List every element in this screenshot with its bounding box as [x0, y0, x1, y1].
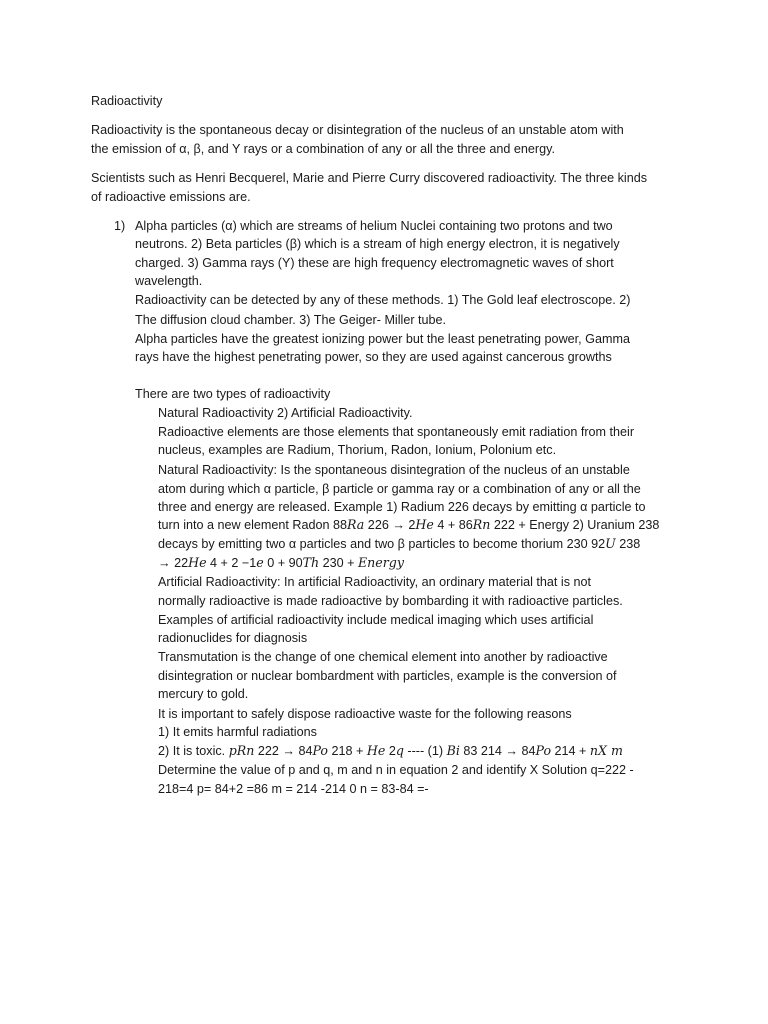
equation-text: → 22: [158, 556, 189, 570]
equation-symbol: Rn: [472, 517, 491, 532]
sub-line: Examples of artificial radioactivity include medical imaging which uses artificial: [158, 613, 594, 627]
types-intro: There are two types of radioactivity: [135, 387, 331, 401]
equation-symbol: U: [605, 536, 616, 551]
list-item-line: rays have the highest penetrating power, so they are used against cancerous growths: [135, 350, 612, 364]
equation-symbol: q: [395, 743, 404, 758]
solution-line: Determine the value of p and q, m and n in equation 2 and identify X Solution q=222 -: [158, 763, 634, 777]
sub-line: Natural Radioactivity 2) Artificial Radioactivity.: [158, 406, 413, 420]
equation-text: decays by emitting two α particles and two β particles to become thorium 230 92: [158, 537, 606, 551]
equation-symbol: He: [366, 743, 386, 758]
equation-symbol: Po: [312, 743, 329, 758]
equation-line: [158, 517, 659, 533]
equation-symbol: Th: [302, 555, 320, 570]
list-item-line: charged. 3) Gamma rays (Y) these are high frequency electromagnetic waves of short: [135, 256, 614, 270]
equation-text: 222 + Energy 2) Uranium 238: [490, 518, 660, 532]
equation-text: 218 +: [328, 744, 367, 758]
equation-symbol: Po: [535, 743, 552, 758]
sub-line: Radioactive elements are those elements that spontaneously emit radiation from their: [158, 425, 635, 439]
sub-line: Transmutation is the change of one chemical element into another by radioactive: [158, 650, 608, 664]
list-item-line: Alpha particles (α) which are streams of helium Nuclei containing two protons and two: [135, 219, 613, 233]
equation-symbol: Energy: [357, 555, 404, 570]
equation-symbol: Ra: [347, 517, 365, 532]
equation-text: ---- (1): [403, 744, 447, 758]
list-item-line: Radioactivity can be detected by any of these methods. 1) The Gold leaf electroscope. 2): [135, 293, 631, 307]
list-item-line: Alpha particles have the greatest ionizing power but the least penetrating power, Gamma: [135, 332, 630, 346]
sub-line: 1) It emits harmful radiations: [158, 725, 317, 739]
sub-line: normally radioactive is made radioactive by bombarding it with radioactive particles.: [158, 594, 623, 608]
equation-line: [158, 743, 623, 759]
equation-symbol: He: [188, 555, 207, 570]
sub-line: three and energy are released. Example 1) Radium 226 decays by emitting α particle to: [158, 500, 646, 514]
equation-text: 2: [385, 744, 396, 758]
list-marker: 1): [114, 219, 126, 233]
sub-line: radionuclides for diagnosis: [158, 631, 308, 645]
equation-text: 222 → 84: [254, 744, 313, 758]
equation-text: 4 + 86: [433, 518, 473, 532]
list-item-line: wavelength.: [135, 274, 203, 288]
doc-title: Radioactivity: [91, 94, 163, 108]
equation-symbol: Bi: [446, 743, 460, 758]
equation-text: 238: [615, 537, 641, 551]
sub-line: atom during which α particle, β particle or gamma ray or a combination of any or all the: [158, 482, 641, 496]
equation-text: turn into a new element Radon 88: [158, 518, 348, 532]
sub-line: nucleus, examples are Radium, Thorium, Radon, Ionium, Polonium etc.: [158, 443, 557, 457]
equation-text: 214 +: [551, 744, 590, 758]
equation-text: 0 + 90: [263, 556, 303, 570]
equation-symbol: pRn: [228, 743, 255, 758]
equation-text: 4 + 2 −1: [206, 556, 257, 570]
list-item-line: The diffusion cloud chamber. 3) The Geiger- Miller tube.: [135, 313, 447, 327]
paragraph-line: the emission of α, β, and Y rays or a combination of any or all the three and energy.: [91, 142, 555, 156]
equation-text: 83 214 → 84: [459, 744, 536, 758]
paragraph-line: Radioactivity is the spontaneous decay or disintegration of the nucleus of an unstable atom with: [91, 123, 624, 137]
sub-line: It is important to safely dispose radioactive waste for the following reasons: [158, 707, 572, 721]
equation-text: 230 +: [319, 556, 358, 570]
sub-line: Natural Radioactivity: Is the spontaneous disintegration of the nucleus of an unstable: [158, 463, 630, 477]
solution-line: 218=4 p= 84+2 =86 m = 214 -214 0 n = 83-84 =-: [158, 782, 429, 796]
equation-line: [158, 536, 640, 552]
equation-symbol: He: [415, 517, 434, 532]
paragraph-line: Scientists such as Henri Becquerel, Marie and Pierre Curry discovered radioactivity. The three kinds: [91, 171, 647, 185]
list-item-line: neutrons. 2) Beta particles (β) which is a stream of high energy electron, it is negatively: [135, 237, 620, 251]
sub-line: Artificial Radioactivity: In artificial Radioactivity, an ordinary material that is not: [158, 575, 592, 589]
sub-line: mercury to gold.: [158, 687, 249, 701]
equation-text: 2) It is toxic.: [158, 744, 229, 758]
paragraph-line: of radioactive emissions are.: [91, 190, 251, 204]
sub-line: disintegration or nuclear bombardment with particles, example is the conversion of: [158, 669, 617, 683]
equation-line: [158, 555, 404, 571]
equation-symbol: e: [256, 555, 264, 570]
equation-text: 226 → 2: [364, 518, 416, 532]
equation-symbol: nX m: [589, 743, 623, 758]
